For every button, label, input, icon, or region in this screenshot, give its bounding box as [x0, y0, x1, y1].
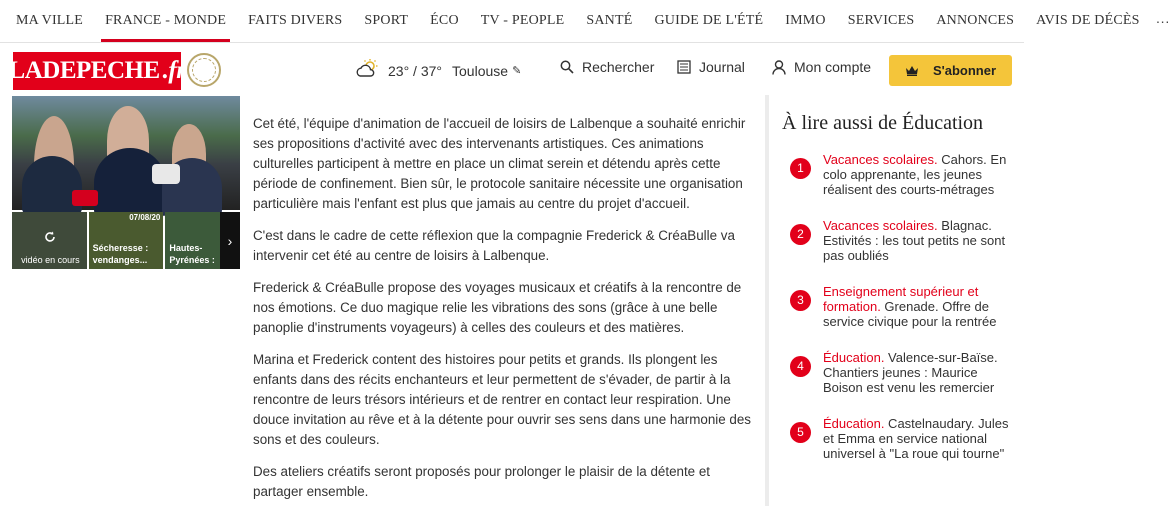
- user-icon: [772, 60, 786, 75]
- microphone-icon: [152, 164, 180, 184]
- rank-badge: 4: [790, 356, 811, 377]
- related-category: Vacances scolaires.: [823, 218, 938, 233]
- account-button[interactable]: [772, 59, 871, 75]
- related-item[interactable]: [782, 350, 1012, 416]
- rank-badge: 2: [790, 224, 811, 245]
- related-category: Éducation.: [823, 416, 885, 431]
- nav-item-guide-ete[interactable]: GUIDE DE L'ÉTÉ: [654, 13, 764, 28]
- article-body: [253, 114, 753, 514]
- video-playlist: [12, 212, 240, 269]
- nav-item-ma-ville[interactable]: MA VILLE: [16, 13, 84, 28]
- weather-city: Toulouse: [452, 62, 509, 79]
- chevron-right-icon[interactable]: ›: [220, 212, 240, 269]
- main-nav: [0, 0, 1170, 42]
- related-item[interactable]: [782, 284, 1012, 350]
- video-thumb[interactable]: [89, 212, 164, 269]
- search-label: Rechercher: [582, 59, 655, 75]
- video-thumb[interactable]: [12, 212, 87, 269]
- edit-pencil-icon[interactable]: ✎: [512, 65, 522, 77]
- journal-button[interactable]: [677, 59, 745, 75]
- weather-widget[interactable]: [356, 59, 521, 82]
- related-text: Valence-sur-Baïse. Chantiers jeunes : Maurice Boison est venu les remercier: [823, 350, 998, 395]
- weather-temp: 23° / 37°: [388, 62, 443, 79]
- nav-item-annonces[interactable]: ANNONCES: [936, 13, 1015, 28]
- rank-badge: 3: [790, 290, 811, 311]
- nav-item-immo[interactable]: IMMO: [785, 13, 826, 28]
- article-paragraph: C'est dans le cadre de cette réflexion que la compagnie Frederick & CréaBulle va intervenir cet été au centre de loisirs à Lalbenque.: [253, 228, 735, 263]
- related-text: Castelnaudary. Jules et Emma en service national universel à "La roue qui tourne": [823, 416, 1009, 461]
- video-suit: [22, 156, 82, 216]
- nav-item-sante[interactable]: SANTÉ: [586, 13, 633, 28]
- account-label: Mon compte: [794, 59, 872, 75]
- related-item[interactable]: [782, 152, 1012, 218]
- video-thumb-caption: vidéo en cours: [21, 255, 80, 265]
- subscribe-label: S'abonner: [932, 63, 997, 78]
- related-category: Vacances scolaires.: [823, 152, 938, 167]
- seal-icon: [187, 53, 221, 87]
- microphone-icon: [72, 190, 98, 206]
- related-category: Éducation.: [823, 350, 885, 365]
- video-player[interactable]: [12, 96, 240, 210]
- logo-text: LADEPECHE: [8, 57, 160, 84]
- related-text: Grenade. Offre de service civique pour la rentrée: [823, 299, 997, 329]
- nav-item-avis-deces[interactable]: AVIS DE DÉCÈS: [1036, 13, 1140, 28]
- rank-badge: 5: [790, 422, 811, 443]
- video-thumb-date: 07/08/20: [129, 213, 161, 222]
- article-paragraph: Marina et Frederick content des histoires pour petits et grands. Ils plongent les enfants dans des récits enchanteurs et leur permettent de s'évader, de partir à la rencontre de leurs trésors intérieurs et de rentrer en contact leur respiration. Une douce invitation au rêve et à la détente pour ouvrir ses sens dans une harmonie des sons et des couleurs.: [253, 352, 751, 447]
- related-articles: [782, 112, 1012, 482]
- related-item[interactable]: [782, 218, 1012, 284]
- related-item[interactable]: [782, 416, 1012, 482]
- crown-icon: [905, 65, 919, 76]
- nav-item-eco[interactable]: ÉCO: [430, 13, 459, 28]
- site-logo[interactable]: [8, 52, 186, 90]
- article-paragraph: Des ateliers créatifs seront proposés pour prolonger le plaisir de la détente et partager ensemble.: [253, 464, 711, 499]
- search-icon: [560, 60, 574, 74]
- video-thumb-caption: Sécheresse : vendanges...: [92, 243, 149, 265]
- newspaper-icon: [677, 60, 691, 74]
- site-header: [0, 43, 1024, 95]
- more-menu-icon[interactable]: ···: [1155, 13, 1170, 29]
- article-paragraph: Cet été, l'équipe d'animation de l'accueil de loisirs de Lalbenque a souhaité enrichir ses propositions d'activité avec des intervenants artistiques. Ces animations culturelles participent à mettre en place un climat serein et détendu après cette période de confinement. Bien sûr, le protocole sanitaire nécessite une organisation particulière mais l'enfant est plus que jamais au centre du projet d'accueil.: [253, 116, 746, 211]
- nav-item-france-monde[interactable]: FRANCE - MONDE: [105, 0, 226, 42]
- sun-cloud-icon: [356, 59, 378, 82]
- replay-icon: [44, 231, 56, 243]
- article-paragraph: Frederick & CréaBulle propose des voyages musicaux et créatifs à la rencontre de nos émotions. Ce duo magique relie les vibrations des sons (grâce à une belle panoplie d'instruments voyageurs) à celles des couleurs et des matières.: [253, 280, 742, 335]
- journal-label: Journal: [699, 59, 745, 75]
- related-text: Cahors. En colo apprenante, les jeunes réalisent des courts-métrages: [823, 152, 1007, 197]
- related-text: Blagnac. Estivités : les tout petits ne sont pas oubliés: [823, 218, 1006, 263]
- search-button[interactable]: [560, 59, 654, 75]
- video-thumb-caption: Hautes-Pyrénées :: [169, 243, 215, 265]
- nav-item-faits-divers[interactable]: FAITS DIVERS: [248, 13, 343, 28]
- related-category: Enseignement supérieur et formation.: [823, 284, 979, 314]
- logo-suffix: .fr: [162, 57, 186, 84]
- nav-item-sport[interactable]: SPORT: [364, 13, 409, 28]
- nav-item-services[interactable]: SERVICES: [847, 13, 915, 28]
- rank-badge: 1: [790, 158, 811, 179]
- nav-item-tv-people[interactable]: TV - PEOPLE: [480, 13, 565, 28]
- related-title: À lire aussi de Éducation: [782, 112, 984, 134]
- column-divider: [765, 95, 769, 506]
- subscribe-button[interactable]: [889, 55, 1012, 86]
